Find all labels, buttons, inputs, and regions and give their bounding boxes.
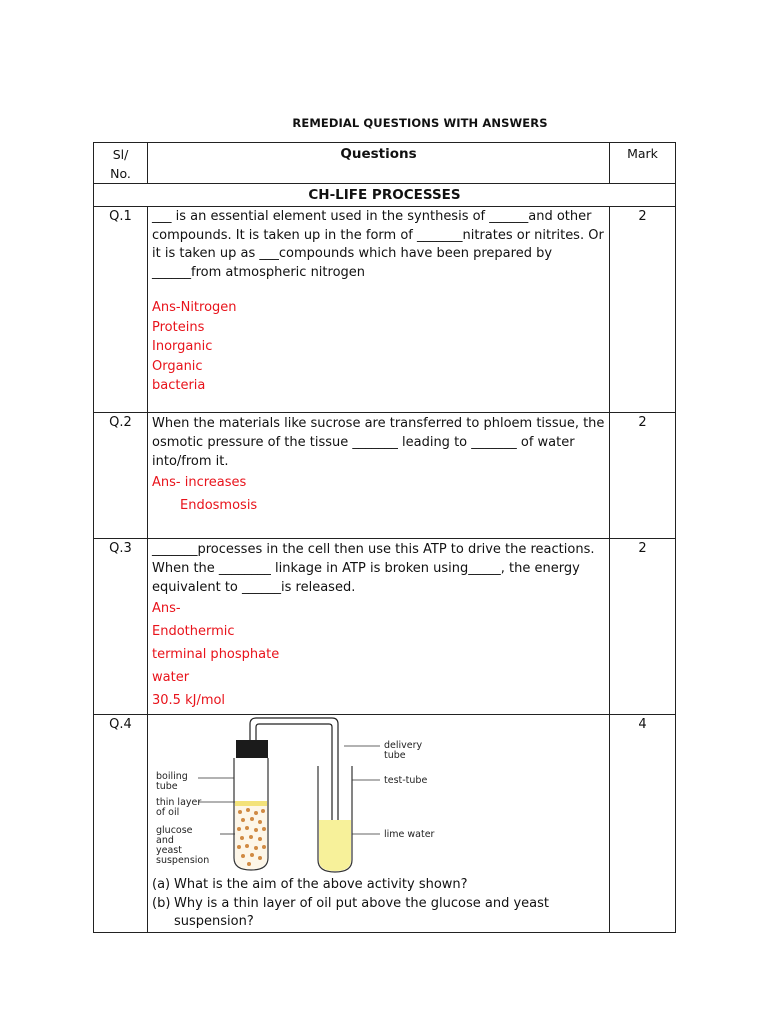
question-line: osmotic pressure of the tissue _______ leading to _______ of water bbox=[152, 435, 575, 450]
answer-line: water bbox=[152, 670, 190, 685]
lime-water-label: lime water bbox=[384, 829, 435, 840]
mark-value: 2 bbox=[610, 539, 676, 715]
subquestion-b bbox=[152, 895, 605, 932]
lime-water bbox=[319, 820, 351, 871]
mark-value: 2 bbox=[610, 207, 676, 413]
section-row bbox=[94, 184, 676, 207]
question-row-4 bbox=[94, 715, 676, 933]
answer-line: Ans- bbox=[152, 601, 181, 616]
label-pointers bbox=[198, 746, 380, 834]
answer-line: Ans-Nitrogen bbox=[152, 300, 237, 315]
header-row bbox=[94, 143, 676, 184]
question-line: When the materials like sucrose are transferred to phloem tissue, the bbox=[152, 416, 605, 431]
subquestion-line: Why is a thin layer of oil put above the glucose and yeast bbox=[174, 895, 549, 911]
cork bbox=[236, 740, 268, 758]
answer-line: terminal phosphate bbox=[152, 647, 280, 662]
question-number: Q.3 bbox=[94, 539, 148, 715]
boiling-tube bbox=[234, 740, 268, 870]
subquestion-label: (a) bbox=[152, 877, 171, 892]
document-title: REMEDIAL QUESTIONS WITH ANSWERS bbox=[292, 116, 548, 130]
question-line: equivalent to ______is released. bbox=[152, 580, 356, 595]
apparatus-diagram bbox=[152, 716, 452, 876]
fermentation-apparatus-figure bbox=[152, 716, 605, 876]
question-number: Q.4 bbox=[94, 715, 148, 933]
answer-line: Organic bbox=[152, 358, 203, 374]
answer-line: 30.5 kJ/mol bbox=[152, 693, 226, 708]
delivery-tube-label: tube bbox=[384, 750, 406, 761]
question-line: it is taken up as ___compounds which have been prepared by bbox=[152, 246, 553, 261]
subquestion-line: What is the aim of the above activity shown? bbox=[174, 877, 468, 892]
question-text-cell bbox=[148, 207, 610, 413]
answer-line: Endosmosis bbox=[180, 498, 258, 513]
question-text-cell bbox=[148, 715, 610, 933]
mark-value: 2 bbox=[610, 413, 676, 539]
mark-value: 4 bbox=[610, 715, 676, 933]
section-title: CH-LIFE PROCESSES bbox=[94, 184, 676, 207]
subquestion-text bbox=[174, 895, 549, 932]
subquestion-label: (b) bbox=[152, 895, 171, 911]
boiling-tube-label: boiling bbox=[156, 771, 188, 782]
mark-header: Mark bbox=[610, 143, 676, 184]
questions-table bbox=[93, 142, 676, 933]
question-row-3 bbox=[94, 539, 676, 715]
subquestion-a bbox=[152, 876, 605, 895]
question-text-cell bbox=[148, 413, 610, 539]
suspension-label: yeast bbox=[156, 845, 182, 856]
subquestion-text bbox=[174, 876, 468, 895]
test-tube-label: test-tube bbox=[384, 775, 428, 786]
question-number: Q.1 bbox=[94, 207, 148, 413]
question-number: Q.2 bbox=[94, 413, 148, 539]
oil-label: of oil bbox=[156, 807, 180, 818]
question-line: When the ________ linkage in ATP is broken using_____, the energy bbox=[152, 561, 580, 576]
answer-line: Inorganic bbox=[152, 339, 213, 354]
question-line: ___ is an essential element used in the synthesis of ______and other bbox=[152, 209, 592, 224]
oil-layer bbox=[235, 801, 267, 806]
question-line: into/from it. bbox=[152, 454, 229, 469]
sl-header-line: Sl/ bbox=[112, 147, 129, 162]
question-line: _______processes in the cell then use this ATP to drive the reactions. bbox=[152, 542, 595, 557]
question-text-cell bbox=[148, 539, 610, 715]
suspension-label: suspension bbox=[156, 855, 210, 866]
delivery-tube-label: delivery bbox=[384, 740, 423, 751]
sl-no-header bbox=[94, 143, 148, 184]
question-line: compounds. It is taken up in the form of _______nitrates or nitrites. Or bbox=[152, 227, 604, 243]
suspension-label: glucose bbox=[156, 825, 193, 836]
answer-line: Proteins bbox=[152, 319, 205, 335]
no-header-line: No. bbox=[110, 166, 131, 181]
suspension-label: and bbox=[156, 835, 174, 846]
answer-block bbox=[152, 298, 605, 396]
answer-line: bacteria bbox=[152, 378, 206, 393]
oil-label: thin layer bbox=[156, 797, 202, 808]
answer-line: Ans- increases bbox=[152, 475, 247, 490]
subquestion-line: suspension? bbox=[174, 914, 254, 929]
boiling-tube-label: tube bbox=[156, 781, 178, 792]
question-row-1 bbox=[94, 207, 676, 413]
test-tube bbox=[318, 766, 352, 872]
question-row-2 bbox=[94, 413, 676, 539]
answer-line: Endothermic bbox=[152, 624, 235, 639]
questions-header: Questions bbox=[148, 143, 610, 184]
question-line: ______from atmospheric nitrogen bbox=[152, 264, 366, 280]
